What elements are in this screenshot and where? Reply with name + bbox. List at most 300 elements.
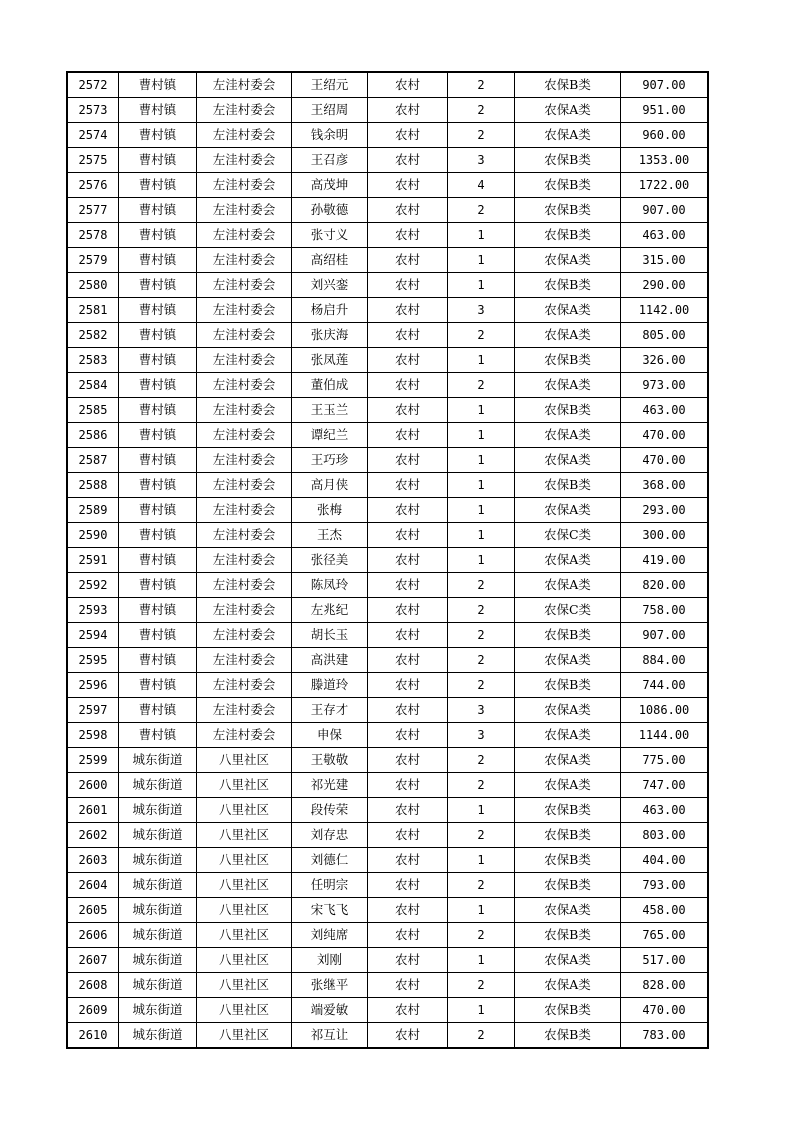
category-cell: 农保A类 <box>515 898 621 923</box>
household-type-cell: 农村 <box>368 123 448 148</box>
village-cell: 八里社区 <box>197 848 292 873</box>
table-row <box>68 1023 708 1048</box>
category-cell: 农保C类 <box>515 598 621 623</box>
household-type-cell: 农村 <box>368 848 448 873</box>
family-size-cell: 1 <box>448 948 515 973</box>
village-cell: 八里社区 <box>197 798 292 823</box>
category-cell: 农保A类 <box>515 423 621 448</box>
name-cell: 端爱敏 <box>292 998 368 1023</box>
village-cell: 左洼村委会 <box>197 223 292 248</box>
category-cell: 农保A类 <box>515 748 621 773</box>
amount-cell: 315.00 <box>621 248 708 273</box>
category-cell: 农保A类 <box>515 723 621 748</box>
family-size-cell: 3 <box>448 698 515 723</box>
village-cell: 左洼村委会 <box>197 598 292 623</box>
category-cell: 农保B类 <box>515 398 621 423</box>
name-cell: 申保 <box>292 723 368 748</box>
table-row <box>68 573 708 598</box>
row-number: 2593 <box>68 598 119 623</box>
town-cell: 曹村镇 <box>119 723 197 748</box>
household-type-cell: 农村 <box>368 973 448 998</box>
category-cell: 农保B类 <box>515 848 621 873</box>
name-cell: 任明宗 <box>292 873 368 898</box>
amount-cell: 463.00 <box>621 798 708 823</box>
household-type-cell: 农村 <box>368 323 448 348</box>
table-row <box>68 223 708 248</box>
town-cell: 曹村镇 <box>119 123 197 148</box>
village-cell: 左洼村委会 <box>197 523 292 548</box>
row-number: 2583 <box>68 348 119 373</box>
town-cell: 城东街道 <box>119 948 197 973</box>
row-number: 2585 <box>68 398 119 423</box>
amount-cell: 951.00 <box>621 98 708 123</box>
family-size-cell: 4 <box>448 173 515 198</box>
table-row <box>68 173 708 198</box>
row-number: 2604 <box>68 873 119 898</box>
family-size-cell: 3 <box>448 723 515 748</box>
table-row <box>68 923 708 948</box>
village-cell: 左洼村委会 <box>197 623 292 648</box>
family-size-cell: 2 <box>448 198 515 223</box>
household-type-cell: 农村 <box>368 998 448 1023</box>
row-number: 2609 <box>68 998 119 1023</box>
town-cell: 曹村镇 <box>119 448 197 473</box>
category-cell: 农保A类 <box>515 948 621 973</box>
amount-cell: 290.00 <box>621 273 708 298</box>
table-row <box>68 798 708 823</box>
village-cell: 左洼村委会 <box>197 173 292 198</box>
row-number: 2580 <box>68 273 119 298</box>
household-type-cell: 农村 <box>368 448 448 473</box>
town-cell: 曹村镇 <box>119 73 197 98</box>
row-number: 2582 <box>68 323 119 348</box>
family-size-cell: 2 <box>448 73 515 98</box>
family-size-cell: 1 <box>448 898 515 923</box>
table-row <box>68 873 708 898</box>
name-cell: 王存才 <box>292 698 368 723</box>
village-cell: 左洼村委会 <box>197 348 292 373</box>
town-cell: 曹村镇 <box>119 298 197 323</box>
town-cell: 城东街道 <box>119 798 197 823</box>
name-cell: 王玉兰 <box>292 398 368 423</box>
town-cell: 城东街道 <box>119 773 197 798</box>
household-type-cell: 农村 <box>368 248 448 273</box>
amount-cell: 300.00 <box>621 523 708 548</box>
row-number: 2588 <box>68 473 119 498</box>
amount-cell: 805.00 <box>621 323 708 348</box>
village-cell: 左洼村委会 <box>197 298 292 323</box>
table-row <box>68 73 708 98</box>
amount-cell: 884.00 <box>621 648 708 673</box>
village-cell: 左洼村委会 <box>197 723 292 748</box>
name-cell: 王巧珍 <box>292 448 368 473</box>
amount-cell: 463.00 <box>621 398 708 423</box>
row-number: 2598 <box>68 723 119 748</box>
amount-cell: 470.00 <box>621 998 708 1023</box>
name-cell: 宋飞飞 <box>292 898 368 923</box>
town-cell: 曹村镇 <box>119 348 197 373</box>
amount-cell: 1353.00 <box>621 148 708 173</box>
household-type-cell: 农村 <box>368 573 448 598</box>
amount-cell: 907.00 <box>621 623 708 648</box>
town-cell: 曹村镇 <box>119 198 197 223</box>
household-type-cell: 农村 <box>368 473 448 498</box>
amount-cell: 368.00 <box>621 473 708 498</box>
family-size-cell: 1 <box>448 523 515 548</box>
name-cell: 张庆海 <box>292 323 368 348</box>
row-number: 2579 <box>68 248 119 273</box>
name-cell: 董伯成 <box>292 373 368 398</box>
row-number: 2573 <box>68 98 119 123</box>
town-cell: 曹村镇 <box>119 173 197 198</box>
town-cell: 城东街道 <box>119 823 197 848</box>
table-row <box>68 698 708 723</box>
household-type-cell: 农村 <box>368 873 448 898</box>
amount-cell: 775.00 <box>621 748 708 773</box>
amount-cell: 973.00 <box>621 373 708 398</box>
household-type-cell: 农村 <box>368 798 448 823</box>
row-number: 2584 <box>68 373 119 398</box>
household-type-cell: 农村 <box>368 698 448 723</box>
family-size-cell: 1 <box>448 448 515 473</box>
table-row <box>68 523 708 548</box>
family-size-cell: 2 <box>448 873 515 898</box>
amount-cell: 765.00 <box>621 923 708 948</box>
name-cell: 滕道玲 <box>292 673 368 698</box>
row-number: 2603 <box>68 848 119 873</box>
town-cell: 曹村镇 <box>119 673 197 698</box>
category-cell: 农保A类 <box>515 373 621 398</box>
amount-cell: 517.00 <box>621 948 708 973</box>
table-row <box>68 623 708 648</box>
family-size-cell: 2 <box>448 598 515 623</box>
row-number: 2595 <box>68 648 119 673</box>
name-cell: 高洪建 <box>292 648 368 673</box>
family-size-cell: 1 <box>448 798 515 823</box>
amount-cell: 1144.00 <box>621 723 708 748</box>
amount-cell: 820.00 <box>621 573 708 598</box>
household-type-cell: 农村 <box>368 348 448 373</box>
village-cell: 左洼村委会 <box>197 423 292 448</box>
row-number: 2607 <box>68 948 119 973</box>
town-cell: 曹村镇 <box>119 248 197 273</box>
town-cell: 城东街道 <box>119 898 197 923</box>
name-cell: 张凤莲 <box>292 348 368 373</box>
town-cell: 曹村镇 <box>119 523 197 548</box>
category-cell: 农保B类 <box>515 1023 621 1048</box>
category-cell: 农保A类 <box>515 448 621 473</box>
name-cell: 刘刚 <box>292 948 368 973</box>
family-size-cell: 2 <box>448 1023 515 1048</box>
name-cell: 陈凤玲 <box>292 573 368 598</box>
town-cell: 曹村镇 <box>119 598 197 623</box>
village-cell: 左洼村委会 <box>197 398 292 423</box>
row-number: 2610 <box>68 1023 119 1048</box>
assistance-roster-table <box>67 72 708 1048</box>
category-cell: 农保B类 <box>515 673 621 698</box>
table-row <box>68 723 708 748</box>
table-row <box>68 273 708 298</box>
family-size-cell: 1 <box>448 273 515 298</box>
table-row <box>68 123 708 148</box>
table-row <box>68 748 708 773</box>
town-cell: 曹村镇 <box>119 373 197 398</box>
name-cell: 刘纯席 <box>292 923 368 948</box>
household-type-cell: 农村 <box>368 498 448 523</box>
row-number: 2589 <box>68 498 119 523</box>
amount-cell: 1086.00 <box>621 698 708 723</box>
town-cell: 曹村镇 <box>119 148 197 173</box>
name-cell: 刘存忠 <box>292 823 368 848</box>
village-cell: 八里社区 <box>197 948 292 973</box>
town-cell: 城东街道 <box>119 1023 197 1048</box>
table-row <box>68 948 708 973</box>
household-type-cell: 农村 <box>368 273 448 298</box>
village-cell: 左洼村委会 <box>197 698 292 723</box>
village-cell: 八里社区 <box>197 748 292 773</box>
amount-cell: 907.00 <box>621 198 708 223</box>
village-cell: 八里社区 <box>197 973 292 998</box>
household-type-cell: 农村 <box>368 523 448 548</box>
name-cell: 王绍元 <box>292 73 368 98</box>
category-cell: 农保C类 <box>515 523 621 548</box>
household-type-cell: 农村 <box>368 398 448 423</box>
village-cell: 左洼村委会 <box>197 273 292 298</box>
town-cell: 城东街道 <box>119 848 197 873</box>
table-row <box>68 448 708 473</box>
village-cell: 左洼村委会 <box>197 573 292 598</box>
table-row <box>68 373 708 398</box>
category-cell: 农保B类 <box>515 223 621 248</box>
household-type-cell: 农村 <box>368 423 448 448</box>
category-cell: 农保B类 <box>515 148 621 173</box>
amount-cell: 783.00 <box>621 1023 708 1048</box>
village-cell: 左洼村委会 <box>197 448 292 473</box>
table-row <box>68 673 708 698</box>
family-size-cell: 2 <box>448 123 515 148</box>
table-row <box>68 898 708 923</box>
category-cell: 农保B类 <box>515 798 621 823</box>
town-cell: 城东街道 <box>119 748 197 773</box>
name-cell: 王敬敬 <box>292 748 368 773</box>
household-type-cell: 农村 <box>368 373 448 398</box>
row-number: 2586 <box>68 423 119 448</box>
town-cell: 曹村镇 <box>119 323 197 348</box>
row-number: 2575 <box>68 148 119 173</box>
name-cell: 王杰 <box>292 523 368 548</box>
amount-cell: 747.00 <box>621 773 708 798</box>
row-number: 2577 <box>68 198 119 223</box>
town-cell: 曹村镇 <box>119 473 197 498</box>
row-number: 2591 <box>68 548 119 573</box>
town-cell: 曹村镇 <box>119 573 197 598</box>
village-cell: 八里社区 <box>197 873 292 898</box>
family-size-cell: 1 <box>448 848 515 873</box>
name-cell: 祁光建 <box>292 773 368 798</box>
village-cell: 八里社区 <box>197 923 292 948</box>
household-type-cell: 农村 <box>368 748 448 773</box>
name-cell: 张寸义 <box>292 223 368 248</box>
household-type-cell: 农村 <box>368 598 448 623</box>
family-size-cell: 2 <box>448 373 515 398</box>
village-cell: 左洼村委会 <box>197 323 292 348</box>
amount-cell: 758.00 <box>621 598 708 623</box>
household-type-cell: 农村 <box>368 723 448 748</box>
row-number: 2600 <box>68 773 119 798</box>
village-cell: 左洼村委会 <box>197 73 292 98</box>
household-type-cell: 农村 <box>368 198 448 223</box>
row-number: 2590 <box>68 523 119 548</box>
table-row <box>68 848 708 873</box>
family-size-cell: 2 <box>448 823 515 848</box>
name-cell: 胡长玉 <box>292 623 368 648</box>
town-cell: 曹村镇 <box>119 698 197 723</box>
name-cell: 刘德仁 <box>292 848 368 873</box>
family-size-cell: 1 <box>448 348 515 373</box>
row-number: 2581 <box>68 298 119 323</box>
name-cell: 高绍桂 <box>292 248 368 273</box>
family-size-cell: 1 <box>448 998 515 1023</box>
village-cell: 八里社区 <box>197 998 292 1023</box>
town-cell: 曹村镇 <box>119 498 197 523</box>
name-cell: 谭纪兰 <box>292 423 368 448</box>
table-row <box>68 598 708 623</box>
category-cell: 农保B类 <box>515 173 621 198</box>
amount-cell: 470.00 <box>621 448 708 473</box>
category-cell: 农保B类 <box>515 623 621 648</box>
family-size-cell: 3 <box>448 148 515 173</box>
village-cell: 左洼村委会 <box>197 198 292 223</box>
household-type-cell: 农村 <box>368 823 448 848</box>
name-cell: 张径美 <box>292 548 368 573</box>
amount-cell: 744.00 <box>621 673 708 698</box>
row-number: 2574 <box>68 123 119 148</box>
name-cell: 段传荣 <box>292 798 368 823</box>
category-cell: 农保B类 <box>515 73 621 98</box>
family-size-cell: 2 <box>448 323 515 348</box>
table-row <box>68 298 708 323</box>
town-cell: 曹村镇 <box>119 648 197 673</box>
name-cell: 高茂坤 <box>292 173 368 198</box>
amount-cell: 463.00 <box>621 223 708 248</box>
amount-cell: 1142.00 <box>621 298 708 323</box>
amount-cell: 293.00 <box>621 498 708 523</box>
amount-cell: 907.00 <box>621 73 708 98</box>
row-number: 2592 <box>68 573 119 598</box>
family-size-cell: 2 <box>448 748 515 773</box>
category-cell: 农保A类 <box>515 773 621 798</box>
family-size-cell: 1 <box>448 423 515 448</box>
village-cell: 左洼村委会 <box>197 648 292 673</box>
town-cell: 曹村镇 <box>119 398 197 423</box>
amount-cell: 1722.00 <box>621 173 708 198</box>
row-number: 2572 <box>68 73 119 98</box>
table-row <box>68 398 708 423</box>
category-cell: 农保B类 <box>515 273 621 298</box>
category-cell: 农保A类 <box>515 98 621 123</box>
name-cell: 王绍周 <box>292 98 368 123</box>
household-type-cell: 农村 <box>368 98 448 123</box>
amount-cell: 404.00 <box>621 848 708 873</box>
row-number: 2576 <box>68 173 119 198</box>
row-number: 2608 <box>68 973 119 998</box>
family-size-cell: 2 <box>448 773 515 798</box>
household-type-cell: 农村 <box>368 148 448 173</box>
name-cell: 张梅 <box>292 498 368 523</box>
amount-cell: 419.00 <box>621 548 708 573</box>
category-cell: 农保A类 <box>515 248 621 273</box>
category-cell: 农保A类 <box>515 548 621 573</box>
family-size-cell: 1 <box>448 223 515 248</box>
amount-cell: 960.00 <box>621 123 708 148</box>
table-row <box>68 423 708 448</box>
household-type-cell: 农村 <box>368 223 448 248</box>
row-number: 2587 <box>68 448 119 473</box>
row-number: 2602 <box>68 823 119 848</box>
family-size-cell: 1 <box>448 398 515 423</box>
family-size-cell: 1 <box>448 498 515 523</box>
village-cell: 八里社区 <box>197 898 292 923</box>
name-cell: 孙敬德 <box>292 198 368 223</box>
table-row <box>68 648 708 673</box>
town-cell: 城东街道 <box>119 923 197 948</box>
household-type-cell: 农村 <box>368 1023 448 1048</box>
town-cell: 城东街道 <box>119 973 197 998</box>
category-cell: 农保B类 <box>515 873 621 898</box>
category-cell: 农保B类 <box>515 473 621 498</box>
name-cell: 左兆纪 <box>292 598 368 623</box>
category-cell: 农保A类 <box>515 573 621 598</box>
household-type-cell: 农村 <box>368 298 448 323</box>
table-row <box>68 473 708 498</box>
table-row <box>68 348 708 373</box>
amount-cell: 470.00 <box>621 423 708 448</box>
village-cell: 左洼村委会 <box>197 498 292 523</box>
category-cell: 农保A类 <box>515 298 621 323</box>
table-row <box>68 498 708 523</box>
name-cell: 杨启升 <box>292 298 368 323</box>
family-size-cell: 2 <box>448 623 515 648</box>
category-cell: 农保A类 <box>515 648 621 673</box>
row-number: 2597 <box>68 698 119 723</box>
table-row <box>68 998 708 1023</box>
row-number: 2599 <box>68 748 119 773</box>
family-size-cell: 2 <box>448 573 515 598</box>
family-size-cell: 2 <box>448 973 515 998</box>
family-size-cell: 2 <box>448 98 515 123</box>
village-cell: 左洼村委会 <box>197 148 292 173</box>
category-cell: 农保B类 <box>515 923 621 948</box>
category-cell: 农保A类 <box>515 123 621 148</box>
table-row <box>68 973 708 998</box>
town-cell: 曹村镇 <box>119 548 197 573</box>
row-number: 2594 <box>68 623 119 648</box>
table-row <box>68 98 708 123</box>
name-cell: 祁互让 <box>292 1023 368 1048</box>
table-row <box>68 148 708 173</box>
village-cell: 左洼村委会 <box>197 548 292 573</box>
village-cell: 八里社区 <box>197 773 292 798</box>
town-cell: 城东街道 <box>119 873 197 898</box>
family-size-cell: 1 <box>448 248 515 273</box>
village-cell: 左洼村委会 <box>197 248 292 273</box>
category-cell: 农保B类 <box>515 198 621 223</box>
category-cell: 农保B类 <box>515 348 621 373</box>
table-row <box>68 323 708 348</box>
name-cell: 张继平 <box>292 973 368 998</box>
row-number: 2605 <box>68 898 119 923</box>
town-cell: 曹村镇 <box>119 423 197 448</box>
